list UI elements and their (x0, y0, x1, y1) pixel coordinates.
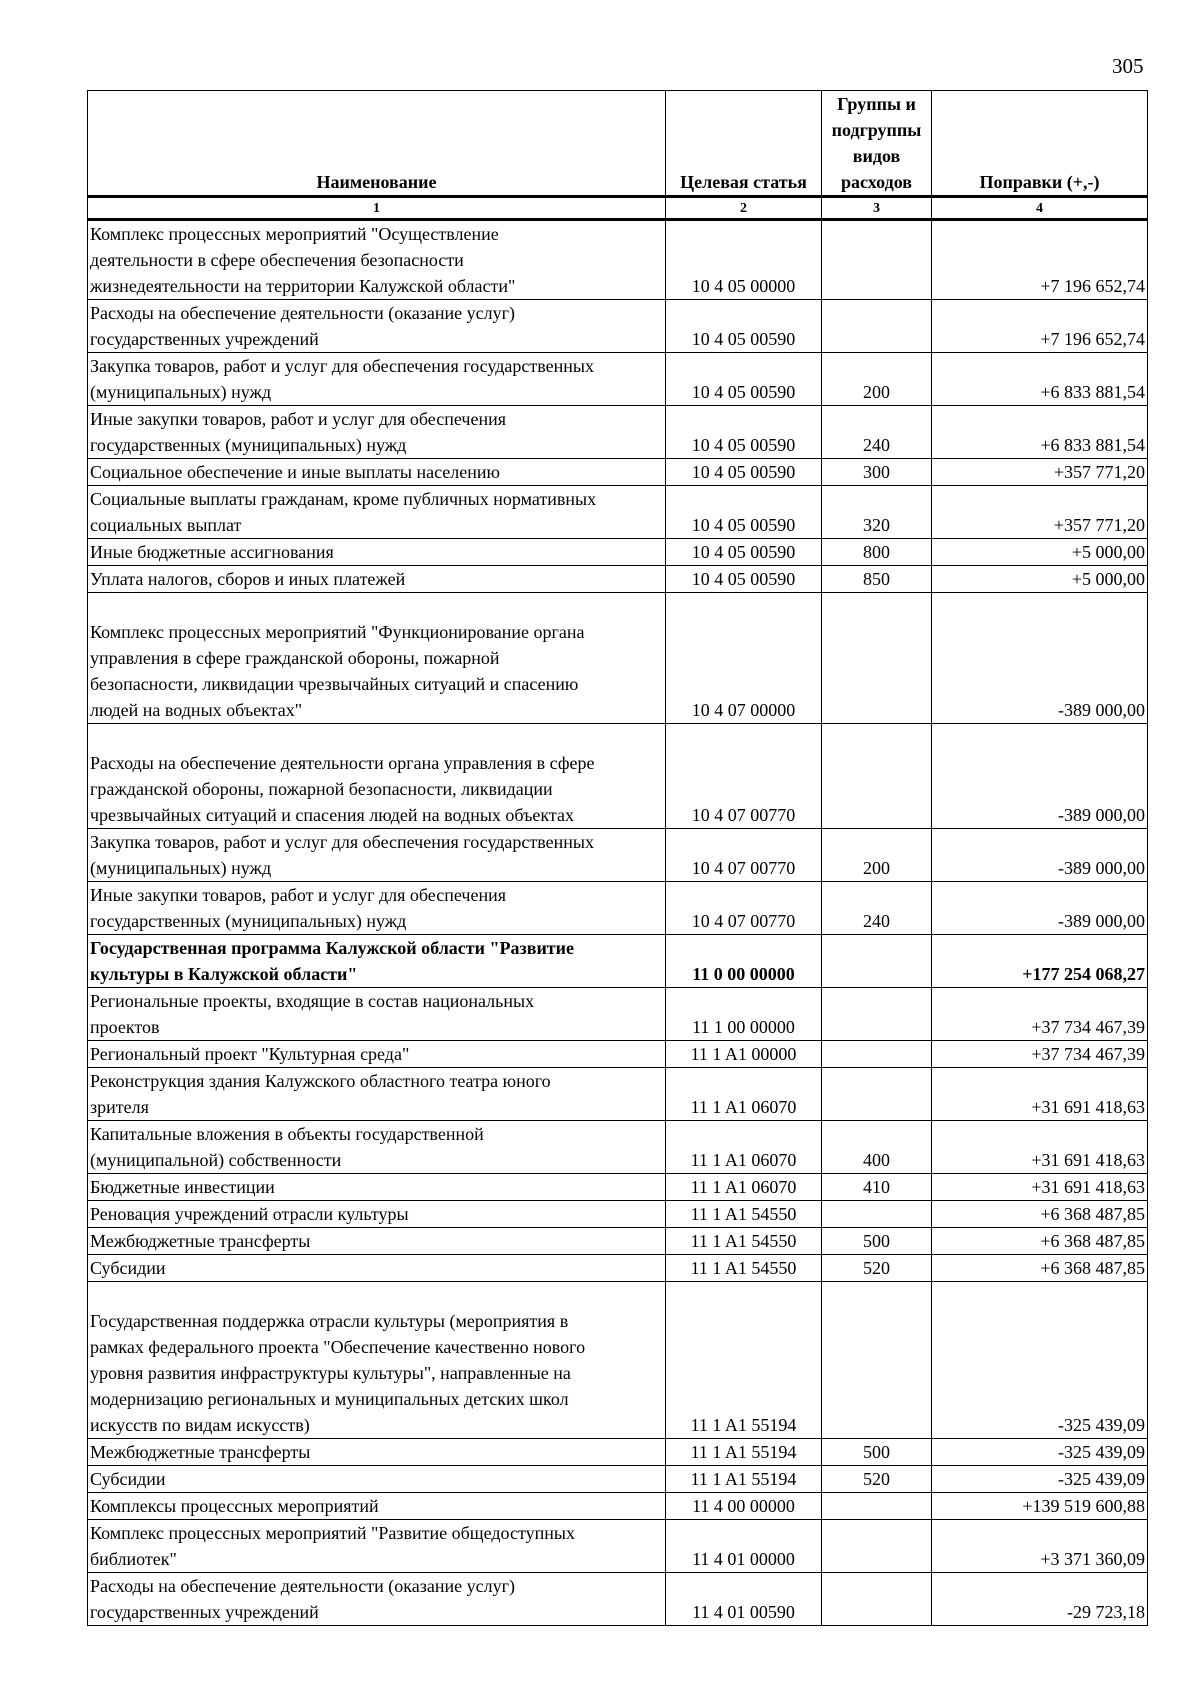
table-row (88, 1041, 1148, 1068)
row-group: 520 (822, 1255, 932, 1282)
row-amount: +7 196 652,74 (932, 220, 1148, 300)
row-name-line: Реконструкция здания Калужского областного театра юного (90, 1071, 551, 1091)
table-row (88, 486, 1148, 539)
header-group: Группы и подгруппы видов расходов (822, 91, 932, 197)
row-group (822, 1201, 932, 1228)
column-number: 1 (88, 197, 666, 220)
row-name-line: проектов (90, 1017, 160, 1037)
row-target: 10 4 05 00590 (666, 539, 822, 566)
row-target: 10 4 05 00590 (666, 406, 822, 459)
row-name (88, 1255, 666, 1282)
table-row (88, 724, 1148, 829)
table-row (88, 1255, 1148, 1282)
row-group: 200 (822, 829, 932, 882)
row-target: 11 1 A1 54550 (666, 1201, 822, 1228)
row-target: 11 1 A1 55194 (666, 1439, 822, 1466)
row-name-line: модернизацию региональных и муниципальных детских школ (90, 1389, 569, 1409)
row-name-line: Социальное обеспечение и иные выплаты населению (90, 462, 500, 482)
row-target: 10 4 05 00000 (666, 220, 822, 300)
table-row (88, 1466, 1148, 1493)
row-name-line: Расходы на обеспечение деятельности органа управления в сфере (90, 753, 595, 773)
row-name (88, 300, 666, 353)
row-amount: +6 368 487,85 (932, 1228, 1148, 1255)
row-target: 11 1 A1 06070 (666, 1174, 822, 1201)
row-name-line: Межбюджетные трансферты (90, 1442, 311, 1462)
row-target: 11 1 A1 00000 (666, 1041, 822, 1068)
row-target: 10 4 05 00590 (666, 459, 822, 486)
row-name (88, 353, 666, 406)
row-amount: -389 000,00 (932, 882, 1148, 935)
row-name-line: безопасности, ликвидации чрезвычайных ситуаций и спасению (90, 674, 579, 694)
row-name-line: Социальные выплаты гражданам, кроме публичных нормативных (90, 489, 597, 509)
row-name-line: Субсидии (90, 1258, 166, 1278)
row-name-line: Закупка товаров, работ и услуг для обеспечения государственных (90, 356, 595, 376)
row-target: 11 1 A1 54550 (666, 1228, 822, 1255)
row-group (822, 1493, 932, 1520)
row-group (822, 300, 932, 353)
row-amount: +6 833 881,54 (932, 353, 1148, 406)
row-name (88, 988, 666, 1041)
row-name (88, 935, 666, 988)
row-name-line: Иные закупки товаров, работ и услуг для обеспечения (90, 409, 506, 429)
row-group: 850 (822, 566, 932, 593)
table-row (88, 459, 1148, 486)
row-group: 520 (822, 1466, 932, 1493)
row-target: 11 4 00 00000 (666, 1493, 822, 1520)
row-group (822, 988, 932, 1041)
table-row (88, 1201, 1148, 1228)
row-target: 11 1 00 00000 (666, 988, 822, 1041)
row-amount: -389 000,00 (932, 829, 1148, 882)
table-row (88, 1174, 1148, 1201)
table-body (88, 220, 1148, 1626)
row-amount: +357 771,20 (932, 459, 1148, 486)
row-group (822, 1282, 932, 1439)
row-name (88, 829, 666, 882)
row-amount: -389 000,00 (932, 724, 1148, 829)
row-name-line: (муниципальных) нужд (90, 858, 272, 878)
row-group: 500 (822, 1439, 932, 1466)
row-name-line: государственных (муниципальных) нужд (90, 911, 407, 931)
row-name-line: Комплекс процессных мероприятий "Функционирование органа (90, 622, 585, 642)
row-amount: -325 439,09 (932, 1466, 1148, 1493)
row-name-line: культуры в Калужской области" (90, 964, 358, 984)
row-amount: +6 368 487,85 (932, 1201, 1148, 1228)
row-group (822, 1573, 932, 1626)
row-name-line (90, 1282, 663, 1308)
row-name-line: (муниципальных) нужд (90, 382, 272, 402)
row-name (88, 1228, 666, 1255)
table-row (88, 1520, 1148, 1573)
header-amount: Поправки (+,-) (932, 91, 1148, 197)
row-target: 11 1 A1 55194 (666, 1282, 822, 1439)
row-amount: +37 734 467,39 (932, 1041, 1148, 1068)
row-name-line: деятельности в сфере обеспечения безопасности (90, 250, 464, 270)
row-name-line: чрезвычайных ситуаций и спасения людей на водных объектах (90, 805, 575, 825)
row-amount: +31 691 418,63 (932, 1121, 1148, 1174)
row-target: 11 4 01 00590 (666, 1573, 822, 1626)
row-name-line: государственных учреждений (90, 329, 319, 349)
table-row (88, 353, 1148, 406)
row-name (88, 1041, 666, 1068)
row-amount: +5 000,00 (932, 566, 1148, 593)
row-amount: -389 000,00 (932, 593, 1148, 724)
row-amount: +31 691 418,63 (932, 1068, 1148, 1121)
row-group (822, 1041, 932, 1068)
row-name-line: государственных (муниципальных) нужд (90, 435, 407, 455)
column-number-row (88, 197, 1148, 220)
row-name (88, 406, 666, 459)
row-name-line: Закупка товаров, работ и услуг для обеспечения государственных (90, 832, 595, 852)
row-target: 11 1 A1 55194 (666, 1466, 822, 1493)
row-name-line: Расходы на обеспечение деятельности (оказание услуг) (90, 303, 515, 323)
row-group (822, 593, 932, 724)
row-target: 11 1 A1 06070 (666, 1068, 822, 1121)
row-name-line: гражданской обороны, пожарной безопасности, ликвидации (90, 779, 553, 799)
row-amount: +6 833 881,54 (932, 406, 1148, 459)
row-group: 200 (822, 353, 932, 406)
table-header-row (88, 91, 1148, 197)
row-name-line: Комплекс процессных мероприятий "Осуществление (90, 224, 499, 244)
row-amount: +31 691 418,63 (932, 1174, 1148, 1201)
table-row (88, 935, 1148, 988)
table-row (88, 220, 1148, 300)
row-target: 10 4 05 00590 (666, 566, 822, 593)
row-target: 10 4 07 00770 (666, 882, 822, 935)
row-name-line: Субсидии (90, 1469, 166, 1489)
table-row (88, 1439, 1148, 1466)
row-amount: -325 439,09 (932, 1282, 1148, 1439)
row-target: 11 1 A1 06070 (666, 1121, 822, 1174)
row-target: 10 4 07 00000 (666, 593, 822, 724)
row-name-line: (муниципальной) собственности (90, 1150, 342, 1170)
row-name (88, 1068, 666, 1121)
budget-table (87, 90, 1148, 1626)
row-name-line: уровня развития инфраструктуры культуры", направленные на (90, 1363, 571, 1383)
row-target: 10 4 07 00770 (666, 724, 822, 829)
row-name (88, 1174, 666, 1201)
row-amount: +3 371 360,09 (932, 1520, 1148, 1573)
row-name (88, 1121, 666, 1174)
header-name: Наименование (88, 91, 666, 197)
row-name-line: Расходы на обеспечение деятельности (оказание услуг) (90, 1576, 515, 1596)
row-name-line: библиотек" (90, 1549, 177, 1569)
row-name-line: Иные бюджетные ассигнования (90, 542, 334, 562)
row-name-line: жизнедеятельности на территории Калужской области" (90, 276, 516, 296)
table-row (88, 1068, 1148, 1121)
row-group (822, 1068, 932, 1121)
row-name-line (90, 593, 663, 619)
row-name (88, 1282, 666, 1439)
table-row (88, 1493, 1148, 1520)
row-name (88, 1466, 666, 1493)
row-name (88, 1573, 666, 1626)
row-group: 240 (822, 882, 932, 935)
row-name (88, 486, 666, 539)
table-row (88, 593, 1148, 724)
column-number: 4 (932, 197, 1148, 220)
row-name (88, 1493, 666, 1520)
table-row (88, 1228, 1148, 1255)
row-target: 11 1 A1 54550 (666, 1255, 822, 1282)
row-name-line: зрителя (90, 1097, 149, 1117)
row-name-line: рамках федерального проекта "Обеспечение качественно нового (90, 1337, 586, 1357)
row-name-line: Государственная программа Калужской области "Развитие (90, 938, 575, 958)
row-amount: -325 439,09 (932, 1439, 1148, 1466)
table-row (88, 406, 1148, 459)
table-row (88, 300, 1148, 353)
row-group: 800 (822, 539, 932, 566)
row-target: 11 0 00 00000 (666, 935, 822, 988)
row-name-line: Государственная поддержка отрасли культуры (мероприятия в (90, 1311, 569, 1331)
row-group: 400 (822, 1121, 932, 1174)
row-name-line: государственных учреждений (90, 1602, 319, 1622)
table-row (88, 1282, 1148, 1439)
row-amount: +357 771,20 (932, 486, 1148, 539)
row-name-line: Капитальные вложения в объекты государственной (90, 1124, 484, 1144)
row-name (88, 459, 666, 486)
row-target: 10 4 05 00590 (666, 486, 822, 539)
row-name-line: социальных выплат (90, 515, 242, 535)
row-name-line: людей на водных объектах" (90, 700, 303, 720)
row-group (822, 1520, 932, 1573)
row-name-line: Уплата налогов, сборов и иных платежей (90, 569, 406, 589)
row-group: 240 (822, 406, 932, 459)
row-name-line: Региональный проект "Культурная среда" (90, 1044, 410, 1064)
row-name (88, 593, 666, 724)
row-name-line: Комплекс процессных мероприятий "Развитие общедоступных (90, 1523, 575, 1543)
row-name (88, 220, 666, 300)
row-name-line: Бюджетные инвестиции (90, 1177, 275, 1197)
row-group (822, 724, 932, 829)
table-row (88, 566, 1148, 593)
row-target: 10 4 07 00770 (666, 829, 822, 882)
row-group (822, 935, 932, 988)
row-name-line: Комплексы процессных мероприятий (90, 1496, 379, 1516)
row-target: 11 4 01 00000 (666, 1520, 822, 1573)
row-name (88, 1520, 666, 1573)
row-name (88, 724, 666, 829)
row-group: 410 (822, 1174, 932, 1201)
row-group: 300 (822, 459, 932, 486)
table-row (88, 988, 1148, 1041)
row-target: 10 4 05 00590 (666, 353, 822, 406)
page-number: 305 (1112, 54, 1144, 78)
row-name (88, 882, 666, 935)
row-name (88, 1201, 666, 1228)
row-name-line: Реновация учреждений отрасли культуры (90, 1204, 409, 1224)
row-amount: +37 734 467,39 (932, 988, 1148, 1041)
row-name (88, 566, 666, 593)
column-number: 2 (666, 197, 822, 220)
row-name-line: Межбюджетные трансферты (90, 1231, 311, 1251)
row-name-line: управления в сфере гражданской обороны, пожарной (90, 648, 500, 668)
column-number: 3 (822, 197, 932, 220)
table-row (88, 829, 1148, 882)
table-row (88, 539, 1148, 566)
row-name-line (90, 724, 663, 750)
row-group (822, 220, 932, 300)
table-row (88, 882, 1148, 935)
row-amount: -29 723,18 (932, 1573, 1148, 1626)
table-row (88, 1573, 1148, 1626)
row-name (88, 539, 666, 566)
row-amount: +177 254 068,27 (932, 935, 1148, 988)
row-amount: +139 519 600,88 (932, 1493, 1148, 1520)
row-group: 500 (822, 1228, 932, 1255)
row-name-line: Региональные проекты, входящие в состав национальных (90, 991, 535, 1011)
row-amount: +5 000,00 (932, 539, 1148, 566)
row-amount: +7 196 652,74 (932, 300, 1148, 353)
row-name-line: Иные закупки товаров, работ и услуг для обеспечения (90, 885, 506, 905)
row-group: 320 (822, 486, 932, 539)
header-target: Целевая статья (666, 91, 822, 197)
table-row (88, 1121, 1148, 1174)
row-name (88, 1439, 666, 1466)
row-target: 10 4 05 00590 (666, 300, 822, 353)
row-amount: +6 368 487,85 (932, 1255, 1148, 1282)
row-name-line: искусств по видам искусств) (90, 1415, 310, 1435)
